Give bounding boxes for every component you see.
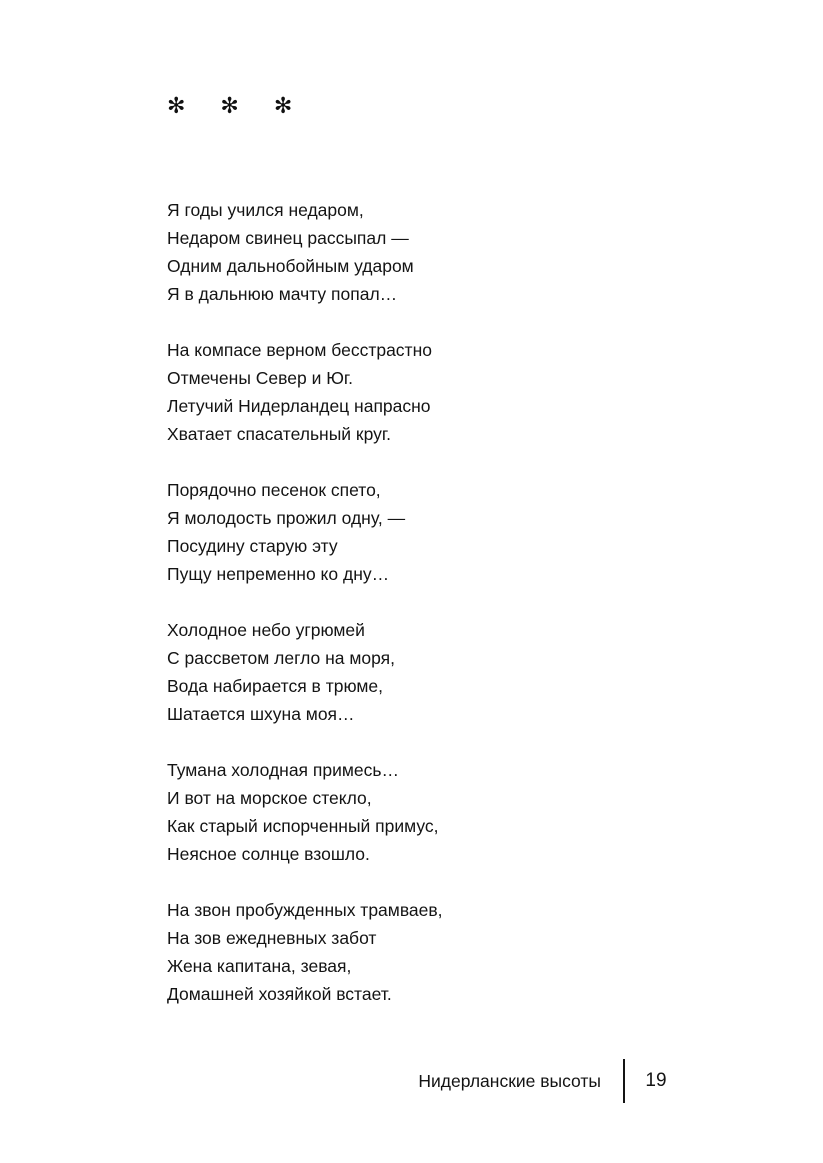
footer-section-title: Нидерланские высоты [418,1070,601,1091]
poem-line: Летучий Нидерландец напрасно [167,396,431,416]
poem-line: Шатается шхуна моя… [167,704,355,724]
poem-stanza [167,756,687,868]
poem-line: Пущу непременно ко дну… [167,564,390,584]
poem-line: Холодное небо угрюмей [167,620,365,640]
poem-stanza [167,476,687,588]
poem-line: Я в дальнюю мачту попал… [167,284,398,304]
poem-line: Недаром свинец рассыпал — [167,228,409,248]
poem-stanza [167,896,687,1008]
poem-line: С рассветом легло на моря, [167,648,396,668]
page-number: 19 [645,1070,667,1091]
poem-line: Посудину старую эту [167,536,338,556]
poem-body [167,196,687,1008]
poem-line: На компасе верном бесстрастно [167,340,432,360]
section-ornament: ✻ ✻ ✻ [167,94,307,119]
poem-line: Неясное солнце взошло. [167,844,370,864]
poem-line: Тумана холодная примесь… [167,760,400,780]
poem-line: Как старый испорченный примус, [167,816,439,836]
poem-line: Хватает спасательный круг. [167,424,391,444]
poem-line: Домашней хозяйкой встает. [167,984,392,1004]
poem-line: Отмечены Север и Юг. [167,368,353,388]
poem-line: Я молодость прожил одну, — [167,508,406,528]
poem-line: На звон пробужденных трамваев, [167,900,443,920]
poem-stanza [167,196,687,308]
poem-stanza [167,336,687,448]
poem-line: Жена капитана, зевая, [167,956,352,976]
page-footer [167,1059,687,1103]
poem-line: И вот на морское стекло, [167,788,372,808]
page-content [167,96,687,1008]
poem-line: Порядочно песенок спето, [167,480,381,500]
poem-stanza [167,616,687,728]
poem-line: Вода набирается в трюме, [167,676,384,696]
poem-line: Одним дальнобойным ударом [167,256,414,276]
poem-line: На зов ежедневных забот [167,928,377,948]
poem-line: Я годы учился недаром, [167,200,364,220]
